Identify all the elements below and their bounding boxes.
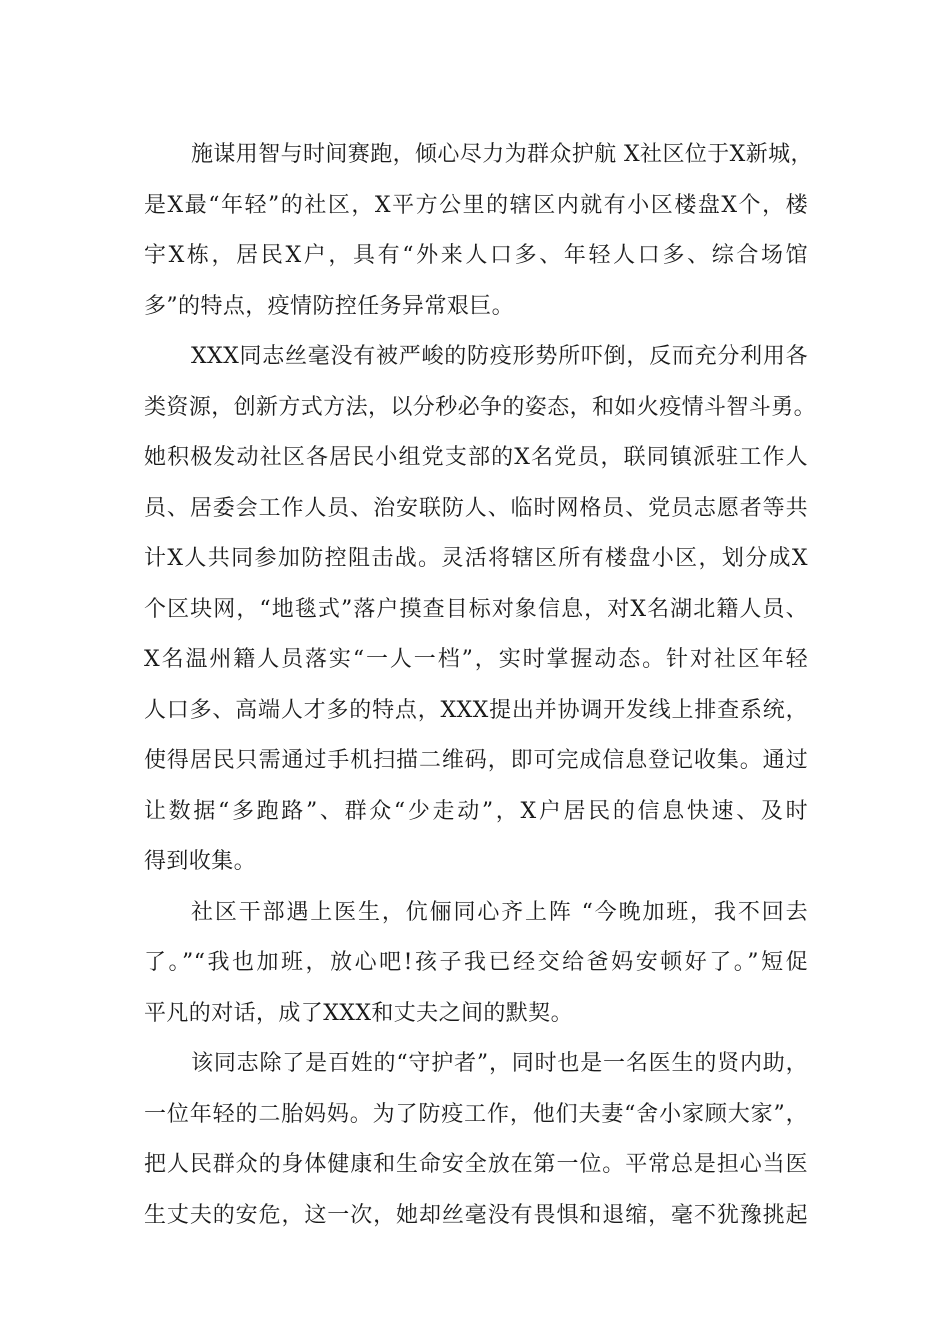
text-line: 类资源，创新方式方法，以分秒必争的姿态，和如火疫情斗智斗勇。 xyxy=(144,394,817,420)
text-line: 平凡的对话，成了XXX和丈夫之间的默契。 xyxy=(144,1000,573,1026)
text-line: 个区块网，“地毯式”落户摸查目标对象信息，对X名湖北籍人员、 xyxy=(144,596,808,622)
paragraph-2 xyxy=(144,332,817,888)
text-line: 社区干部遇上医生，伉俪同心齐上阵 “今晚加班，我不回去 xyxy=(191,899,808,925)
document-body xyxy=(144,130,817,1241)
text-line: 使得居民只需通过手机扫描二维码，即可完成信息登记收集。通过 xyxy=(144,748,808,773)
paragraph-3 xyxy=(144,888,808,1040)
text-line: 她积极发动社区各居民小组党支部的X名党员，联同镇派驻工作人 xyxy=(144,445,808,470)
text-line: XXX同志丝毫没有被严峻的防疫形势所吓倒，反而充分利用各 xyxy=(191,344,808,369)
text-line: 宇X栋，居民X户，具有“外来人口多、年轻人口多、综合场馆 xyxy=(144,243,808,268)
text-line: 多”的特点，疫情防控任务异常艰巨。 xyxy=(144,293,515,319)
text-line: 该同志除了是百姓的“守护者”，同时也是一名医生的贤内助， xyxy=(191,1051,808,1076)
text-line: 计X人共同参加防控阻击战。灵活将辖区所有楼盘小区，划分成X xyxy=(144,546,808,571)
text-line: 让数据“多跑路”、群众“少走动”，X户居民的信息快速、及时 xyxy=(144,798,808,824)
text-line: 一位年轻的二胎妈妈。为了防疫工作，他们夫妻“舍小家顾大家”， xyxy=(144,1101,808,1127)
text-line: 了。”“我也加班，放心吧!孩子我已经交给爸妈安顿好了。”短促 xyxy=(144,950,808,975)
paragraph-1 xyxy=(144,130,813,332)
text-line: 员、居委会工作人员、治安联防人、临时网格员、党员志愿者等共 xyxy=(144,495,808,521)
text-line: 把人民群众的身体健康和生命安全放在第一位。平常总是担心当医 xyxy=(144,1152,808,1177)
text-line: 生丈夫的安危，这一次，她却丝毫没有畏惧和退缩，毫不犹豫挑起 xyxy=(144,1202,808,1228)
paragraph-4 xyxy=(144,1039,808,1241)
text-line: 施谋用智与时间赛跑，倾心尽力为群众护航 X社区位于X新城， xyxy=(191,142,813,167)
text-line: 得到收集。 xyxy=(144,849,257,874)
text-line: X名温州籍人员落实“一人一档”，实时掌握动态。针对社区年轻 xyxy=(144,647,808,672)
text-line: 是X最“年轻”的社区，X平方公里的辖区内就有小区楼盘X个，楼 xyxy=(144,192,808,218)
text-line: 人口多、高端人才多的特点，XXX提出并协调开发线上排查系统， xyxy=(144,697,808,723)
